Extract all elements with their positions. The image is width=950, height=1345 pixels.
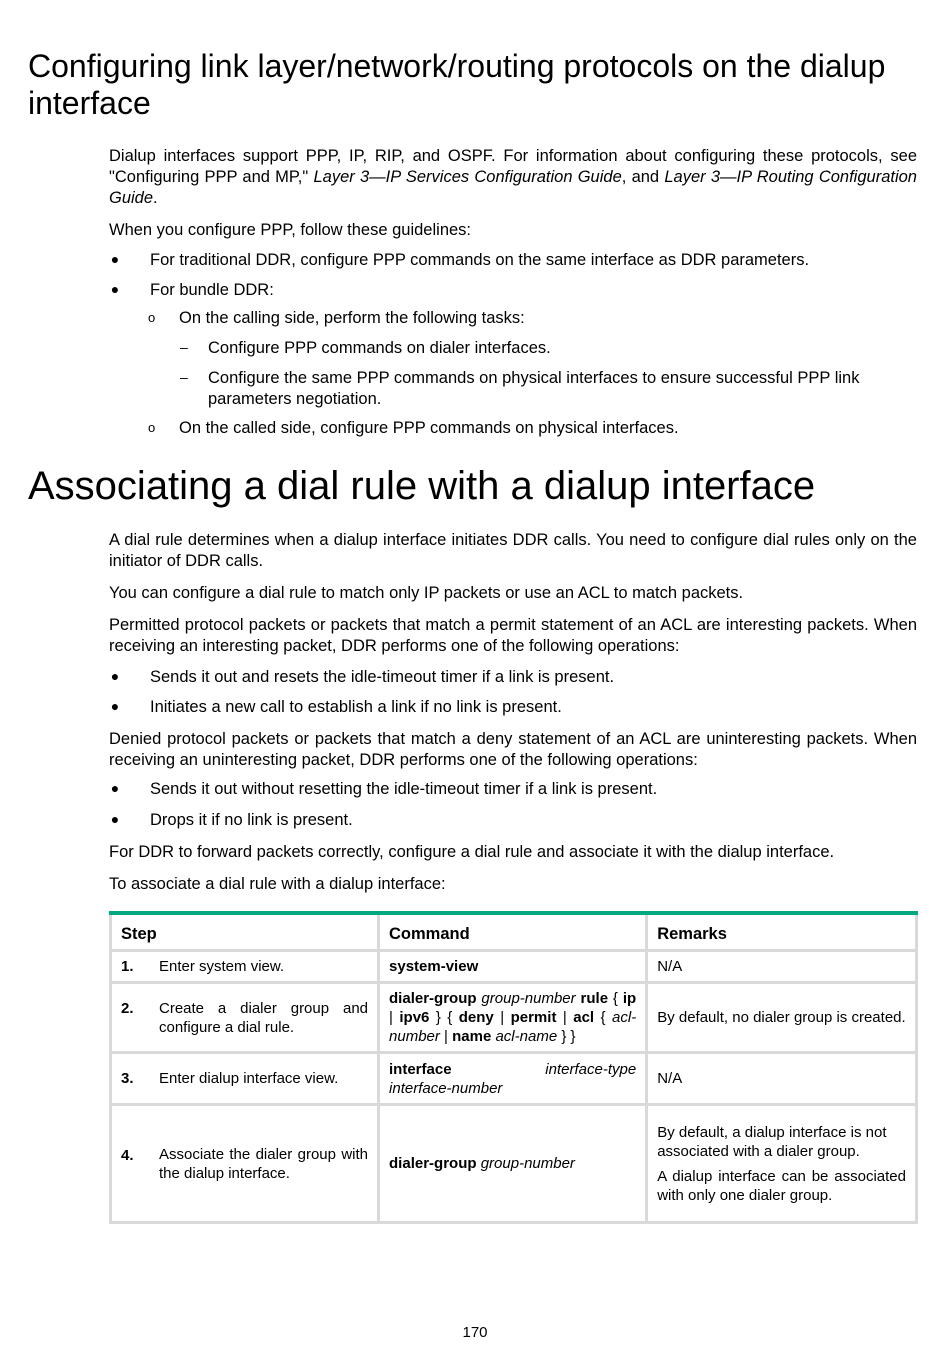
step-number: 4. xyxy=(121,1147,134,1164)
step-number: 3. xyxy=(121,1070,134,1087)
bullet-icon: ● xyxy=(110,780,120,796)
command-keyword: permit xyxy=(510,1009,557,1026)
command-keyword: deny xyxy=(458,1009,494,1026)
command-cell: system-view xyxy=(379,951,647,983)
step-cell xyxy=(111,983,379,1053)
paragraph-interesting-packets xyxy=(109,615,917,657)
step-text: Associate the dialer group with the dialup interface. xyxy=(159,1145,369,1182)
command-keyword: name xyxy=(452,1028,492,1045)
step-number: 2. xyxy=(121,1000,134,1017)
command-keyword: rule xyxy=(580,990,609,1007)
bullet-traditional-ddr: For traditional DDR, configure PPP commands on the same interface as DDR parameters. xyxy=(150,251,810,269)
remarks-text: By default, a dialup interface is not associated with a dialer group. xyxy=(657,1123,887,1160)
paragraph-text: Permitted protocol packets or packets that match a permit statement of an ACL are interesting packets. When receiving an interesting packet, DDR performs one of the following operations: xyxy=(109,616,917,655)
sub-bullet-calling-side: On the calling side, perform the following tasks: xyxy=(179,309,525,327)
command-cell: dialer-group group-number rule { ip | ipv6 } { deny | permit | acl { acl-number | name acl-name } } xyxy=(379,983,647,1053)
bullet-icon: ● xyxy=(110,251,120,267)
step-cell xyxy=(111,1105,379,1223)
command-keyword: dialer-group xyxy=(389,1155,477,1172)
intro-text-and: , and xyxy=(621,168,665,186)
bullet-icon: ● xyxy=(110,281,120,297)
command-keyword: ip xyxy=(622,990,637,1007)
paragraph-text: You can configure a dial rule to match only IP packets or use an ACL to match packets. xyxy=(109,584,744,602)
remarks-cell: N/A xyxy=(647,1053,917,1105)
command-cell xyxy=(379,1053,647,1105)
command-argument: acl-number xyxy=(389,1009,637,1045)
sub-bullet-called-side: On the called side, configure PPP commands on physical interfaces. xyxy=(179,419,679,437)
paragraph-acl-match xyxy=(109,583,917,604)
sub-bullet-icon: o xyxy=(148,310,156,325)
paragraph-text: A dial rule determines when a dialup interface initiates DDR calls. You need to configure dial rules only on the initiator of DDR calls. xyxy=(109,531,917,570)
table-row xyxy=(111,1105,917,1223)
step-number: 1. xyxy=(121,958,134,975)
remarks-cell xyxy=(647,1105,917,1223)
step-text: Enter dialup interface view. xyxy=(159,1070,339,1087)
intro-reference-ip-services: Layer 3—IP Services Configuration Guide xyxy=(313,168,622,186)
dash-bullet-icon: – xyxy=(180,339,188,355)
command-keyword: ipv6 xyxy=(399,1009,430,1026)
intro-text-end: . xyxy=(153,189,158,207)
step-cell xyxy=(111,951,379,983)
paragraph-text: Denied protocol packets or packets that match a deny statement of an ACL are uninteresting packets. When receiving an uninteresting packet, DDR performs one of the following operations: xyxy=(109,730,917,769)
table-row xyxy=(111,951,917,983)
remarks-cell: N/A xyxy=(647,951,917,983)
step-text: Create a dialer group and configure a dial rule. xyxy=(159,999,369,1036)
step-text: Enter system view. xyxy=(159,958,285,975)
intro-reference-ip-routing: Layer 3—IP Routing Configuration Guide xyxy=(109,168,917,207)
intro-text: Dialup interfaces support PPP, IP, RIP, and OSPF. For information about configuring these protocols, see "Configuring PPP and MP," xyxy=(109,147,917,186)
section-heading-dial-rule: Associating a dial rule with a dialup interface xyxy=(28,464,816,508)
page-number: 170 xyxy=(462,1324,488,1341)
paragraph-forward-correctly xyxy=(109,842,917,863)
command-argument: interface-type xyxy=(545,1060,637,1078)
section-heading-link-layer: Configuring link layer/network/routing protocols on the dialup interface xyxy=(28,48,886,121)
bullet-sends-resets: Sends it out and resets the idle-timeout timer if a link is present. xyxy=(150,668,615,686)
bullet-icon: ● xyxy=(110,698,120,714)
bullet-bundle-ddr: For bundle DDR: xyxy=(150,281,274,299)
step-cell xyxy=(111,1053,379,1105)
procedure-table xyxy=(109,912,918,1224)
paragraph-dial-rule-intro xyxy=(109,530,917,572)
command-keyword: interface xyxy=(389,1060,452,1078)
table-row xyxy=(111,1053,917,1105)
paragraph-uninteresting-packets xyxy=(109,729,917,771)
table-row xyxy=(111,983,917,1053)
paragraph-text: For DDR to forward packets correctly, configure a dial rule and associate it with the dialup interface. xyxy=(109,843,835,861)
dash-item-physical-interfaces: Configure the same PPP commands on physical interfaces to ensure successful PPP link parameters negotiation. xyxy=(208,369,860,408)
dash-bullet-icon: – xyxy=(180,369,188,385)
bullet-sends-without-reset: Sends it out without resetting the idle-timeout timer if a link is present. xyxy=(150,780,658,798)
command-argument: acl-name xyxy=(495,1028,558,1045)
command-argument: group-number xyxy=(481,990,576,1007)
column-header-step: Step xyxy=(111,914,379,951)
command-argument: interface-number xyxy=(389,1079,503,1097)
bullet-drops: Drops it if no link is present. xyxy=(150,811,353,829)
bullet-icon: ● xyxy=(110,811,120,827)
column-header-remarks: Remarks xyxy=(647,914,917,951)
column-header-command: Command xyxy=(379,914,647,951)
command-keyword: acl xyxy=(573,1009,595,1026)
bullet-icon: ● xyxy=(110,668,120,684)
guidelines-lead-text: When you configure PPP, follow these guidelines: xyxy=(109,221,472,239)
intro-paragraph xyxy=(109,146,917,209)
sub-bullet-icon: o xyxy=(148,420,156,435)
paragraph-procedure-lead xyxy=(109,874,917,895)
remarks-text: A dialup interface can be associated with only one dialer group. xyxy=(657,1167,906,1204)
guidelines-lead xyxy=(109,220,917,241)
command-cell xyxy=(379,1105,647,1223)
table-accent-bar xyxy=(109,911,918,915)
bullet-initiates-call: Initiates a new call to establish a link if no link is present. xyxy=(150,698,562,716)
table-header-row xyxy=(111,914,917,951)
remarks-cell: By default, no dialer group is created. xyxy=(647,983,917,1053)
paragraph-text: To associate a dial rule with a dialup interface: xyxy=(109,875,446,893)
dash-item-dialer-interfaces: Configure PPP commands on dialer interfaces. xyxy=(208,339,551,357)
command-argument: group-number xyxy=(480,1155,575,1172)
command-keyword: dialer-group xyxy=(389,990,477,1007)
